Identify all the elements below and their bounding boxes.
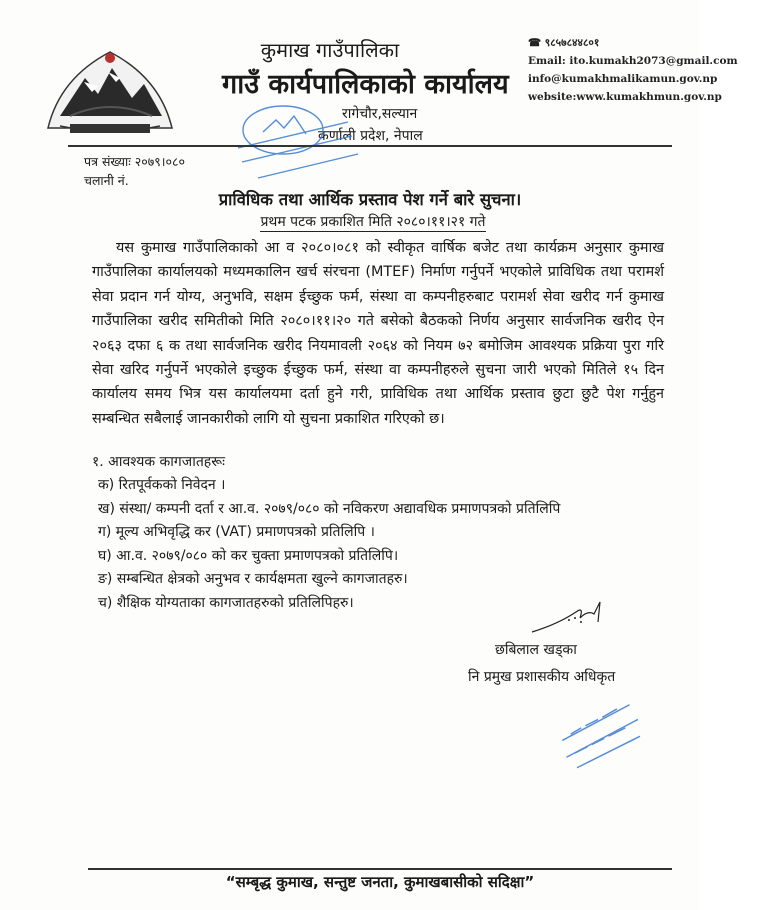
- website: website:www.kumakhmun.gov.np: [528, 91, 722, 103]
- address-line-1: रागेचौर,सल्यान: [342, 106, 418, 122]
- list-item: ग) मूल्य अभिवृद्धि कर (VAT) प्रमाणपत्रको प्रतिलिपि ।: [98, 524, 375, 540]
- municipality-name: कुमाख गाउँपालिका: [260, 38, 400, 62]
- dispatch-number: चलानी नं.: [84, 173, 129, 188]
- office-name: गाउँ कार्यपालिकाको कार्यालय: [222, 69, 509, 100]
- footer-motto: “सम्बृद्ध कुमाख, सन्तुष्ट जनता, कुमाखबासीको सदिक्षा”: [225, 873, 535, 891]
- office-stamp-icon: [198, 82, 388, 197]
- footer-divider: [88, 868, 672, 870]
- reference-number: पत्र संख्याः २०७९।०८०: [84, 154, 185, 169]
- signature-stamp-icon: [556, 692, 640, 770]
- notice-title: प्राविधिक तथा आर्थिक प्रस्ताव पेश गर्ने बारे सुचना।: [218, 190, 522, 209]
- header-divider: [68, 145, 672, 147]
- publication-date: प्रथम पटक प्रकाशित मिति २०८०।११।२१ गते: [260, 214, 486, 230]
- email-primary: Email: ito.kumakh2073@gmail.com: [528, 55, 738, 67]
- notice-body: यस कुमाख गाउँपालिकाको आ व २०८०।०८१ को स्वीकृत वार्षिक बजेट तथा कार्यक्रम अनुसार कुमाख गाउँपालिका कार्यालयको मध्यमकालिन खर्च संरचना (MTEF) निर्माण गर्नुपर्ने भएकोले प्राविधिक तथा परामर्श सेवा प्रदान गर्न योग्य, अनुभवि, सक्षम ईच्छुक फर्म, संस्था वा कम्पनीहरुबाट परामर्श सेवा खरीद गर्न कुमाख गाउँपालिका खरीद समितीको मिति २०८०।११।२० गते बसेको बैठकको निर्णय अनुसार सार्वजनिक खरीद ऐन २०६३ दफा ६ क तथा सार्वजनिक खरीद नियमावली २०६४ को नियम ७२ बमोजिम आवश्यक प्रक्रिया पुरा गरि सेवा खरिद गर्नुपर्ने भएकोले इच्छुक ईच्छुक फर्म, संस्था वा कम्पनीहरुले सुचना जारी भएको मितिले १५ दिन कार्यालय समय भित्र यस कार्यालयमा दर्ता हुने गरी, प्राविधिक तथा आर्थिक प्रस्ताव छुटा छुटै पेश गर्नुहुन सम्बन्धित सबैलाई जानकारीको लागि यो सुचना प्रकाशित गरिएको छ।: [92, 240, 664, 427]
- list-item: क) रितपूर्वकको निवेदन ।: [98, 477, 226, 493]
- signatory-title: नि प्रमुख प्रशासकीय अधिकृत: [468, 669, 616, 685]
- email-secondary: info@kumakhmalikamun.gov.np: [528, 73, 718, 85]
- list-item: ङ) सम्बन्धित क्षेत्रको अनुभव र कार्यक्षमता खुल्ने कागजातहरु।: [98, 571, 408, 587]
- list-item: घ) आ.व. २०७९/०८० को कर चुक्ता प्रमाणपत्रको प्रतिलिपि।: [98, 547, 399, 564]
- requirements-heading: १. आवश्यक कागजातहरूः: [92, 454, 225, 470]
- requirements-list: [98, 474, 560, 615]
- list-item: च) शैक्षिक योग्यताका कागजातहरुको प्रतिलिपिहरु।: [98, 594, 354, 611]
- signatory-name: छबिलाल खड्का: [495, 642, 577, 658]
- address-line-2: कर्णाली प्रदेश, नेपाल: [318, 128, 423, 144]
- list-item: ख) संस्था/ कम्पनी दर्ता र आ.व. २०७९/०८० को नविकरण अद्यावधिक प्रमाणपत्रको प्रतिलिपि: [98, 500, 561, 517]
- contact-block: [528, 34, 738, 106]
- phone-number: ☎ ९८५७८४४८०१: [528, 37, 600, 49]
- signature-icon: [528, 598, 618, 638]
